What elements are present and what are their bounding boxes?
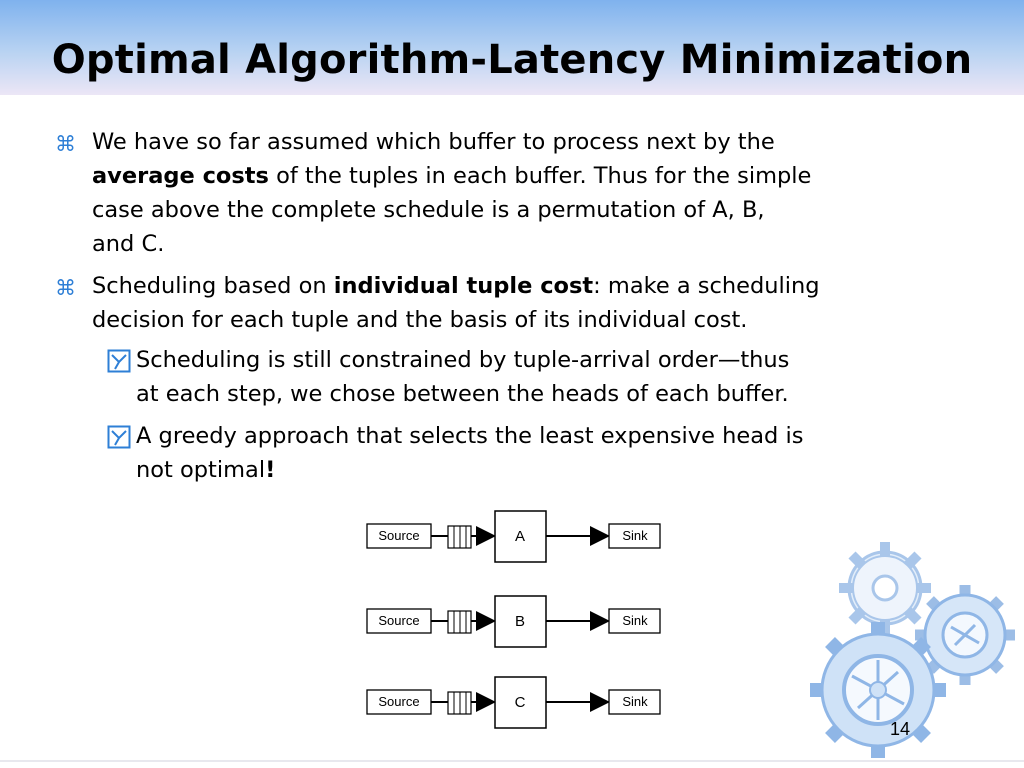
bold-average-costs: average costs xyxy=(92,163,269,189)
sub-bullet-2-line-2-text: not optimal xyxy=(136,457,266,483)
sub-bullet-2-line-1: A greedy approach that selects the least expensive head is xyxy=(136,423,804,449)
sub-bullet-1-line-1: Scheduling is still constrained by tuple-arrival order—thus xyxy=(136,347,790,373)
sink-label: Sink xyxy=(622,613,648,628)
checkbox-y-icon xyxy=(107,349,131,373)
gear-small-icon xyxy=(839,542,931,634)
command-key-icon: ⌘ xyxy=(55,132,76,156)
operator-label: A xyxy=(514,528,526,545)
exclamation-mark: ! xyxy=(265,457,276,483)
bullet-1-line-2 xyxy=(92,159,811,193)
bullet-1-line-4: and C. xyxy=(92,231,165,257)
source-label: Source xyxy=(378,613,420,628)
sub-bullet-2-line-2 xyxy=(136,453,803,487)
source-label: Source xyxy=(378,528,420,543)
footer-divider xyxy=(0,760,1024,762)
gear-large-icon xyxy=(810,622,946,758)
sub-bullet-1 xyxy=(136,343,789,411)
bullet-1-line-1: We have so far assumed which buffer to process next by the xyxy=(92,129,775,155)
bold-individual-tuple-cost: individual tuple cost xyxy=(333,273,594,299)
diagram-row-1 xyxy=(367,511,660,562)
bullet-2-line-1-start: Scheduling based on xyxy=(92,273,334,299)
diagram-row-3 xyxy=(367,677,660,728)
bullet-2 xyxy=(92,269,820,337)
dataflow-diagram xyxy=(360,505,670,735)
sub-bullet-1-line-2: at each step, we chose between the heads of each buffer. xyxy=(136,381,789,407)
sub-bullet-2 xyxy=(136,419,803,487)
queue-buffer xyxy=(448,526,471,548)
slide-title: Optimal Algorithm-Latency Minimization xyxy=(51,37,973,83)
command-key-icon: ⌘ xyxy=(55,276,76,300)
bullet-1 xyxy=(92,125,811,261)
checkbox-y-icon xyxy=(107,425,131,449)
bullet-1-line-2-rest: of the tuples in each buffer. Thus for the simple xyxy=(268,163,812,189)
page-number: 14 xyxy=(890,719,911,739)
operator-label: B xyxy=(514,613,526,630)
sink-label: Sink xyxy=(622,694,648,709)
sink-label: Sink xyxy=(622,528,648,543)
gears-clipart-icon xyxy=(800,540,1024,765)
queue-buffer xyxy=(448,611,471,633)
bullet-2-line-1-rest: : make a scheduling xyxy=(593,273,820,299)
source-label: Source xyxy=(378,694,420,709)
queue-buffer xyxy=(448,692,471,714)
diagram-row-2 xyxy=(367,596,660,647)
bullet-2-line-1 xyxy=(92,269,820,303)
bullet-1-line-3: case above the complete schedule is a permutation of A, B, xyxy=(92,197,765,223)
bullet-2-line-2: decision for each tuple and the basis of its individual cost. xyxy=(92,307,748,333)
operator-label: C xyxy=(514,694,526,711)
